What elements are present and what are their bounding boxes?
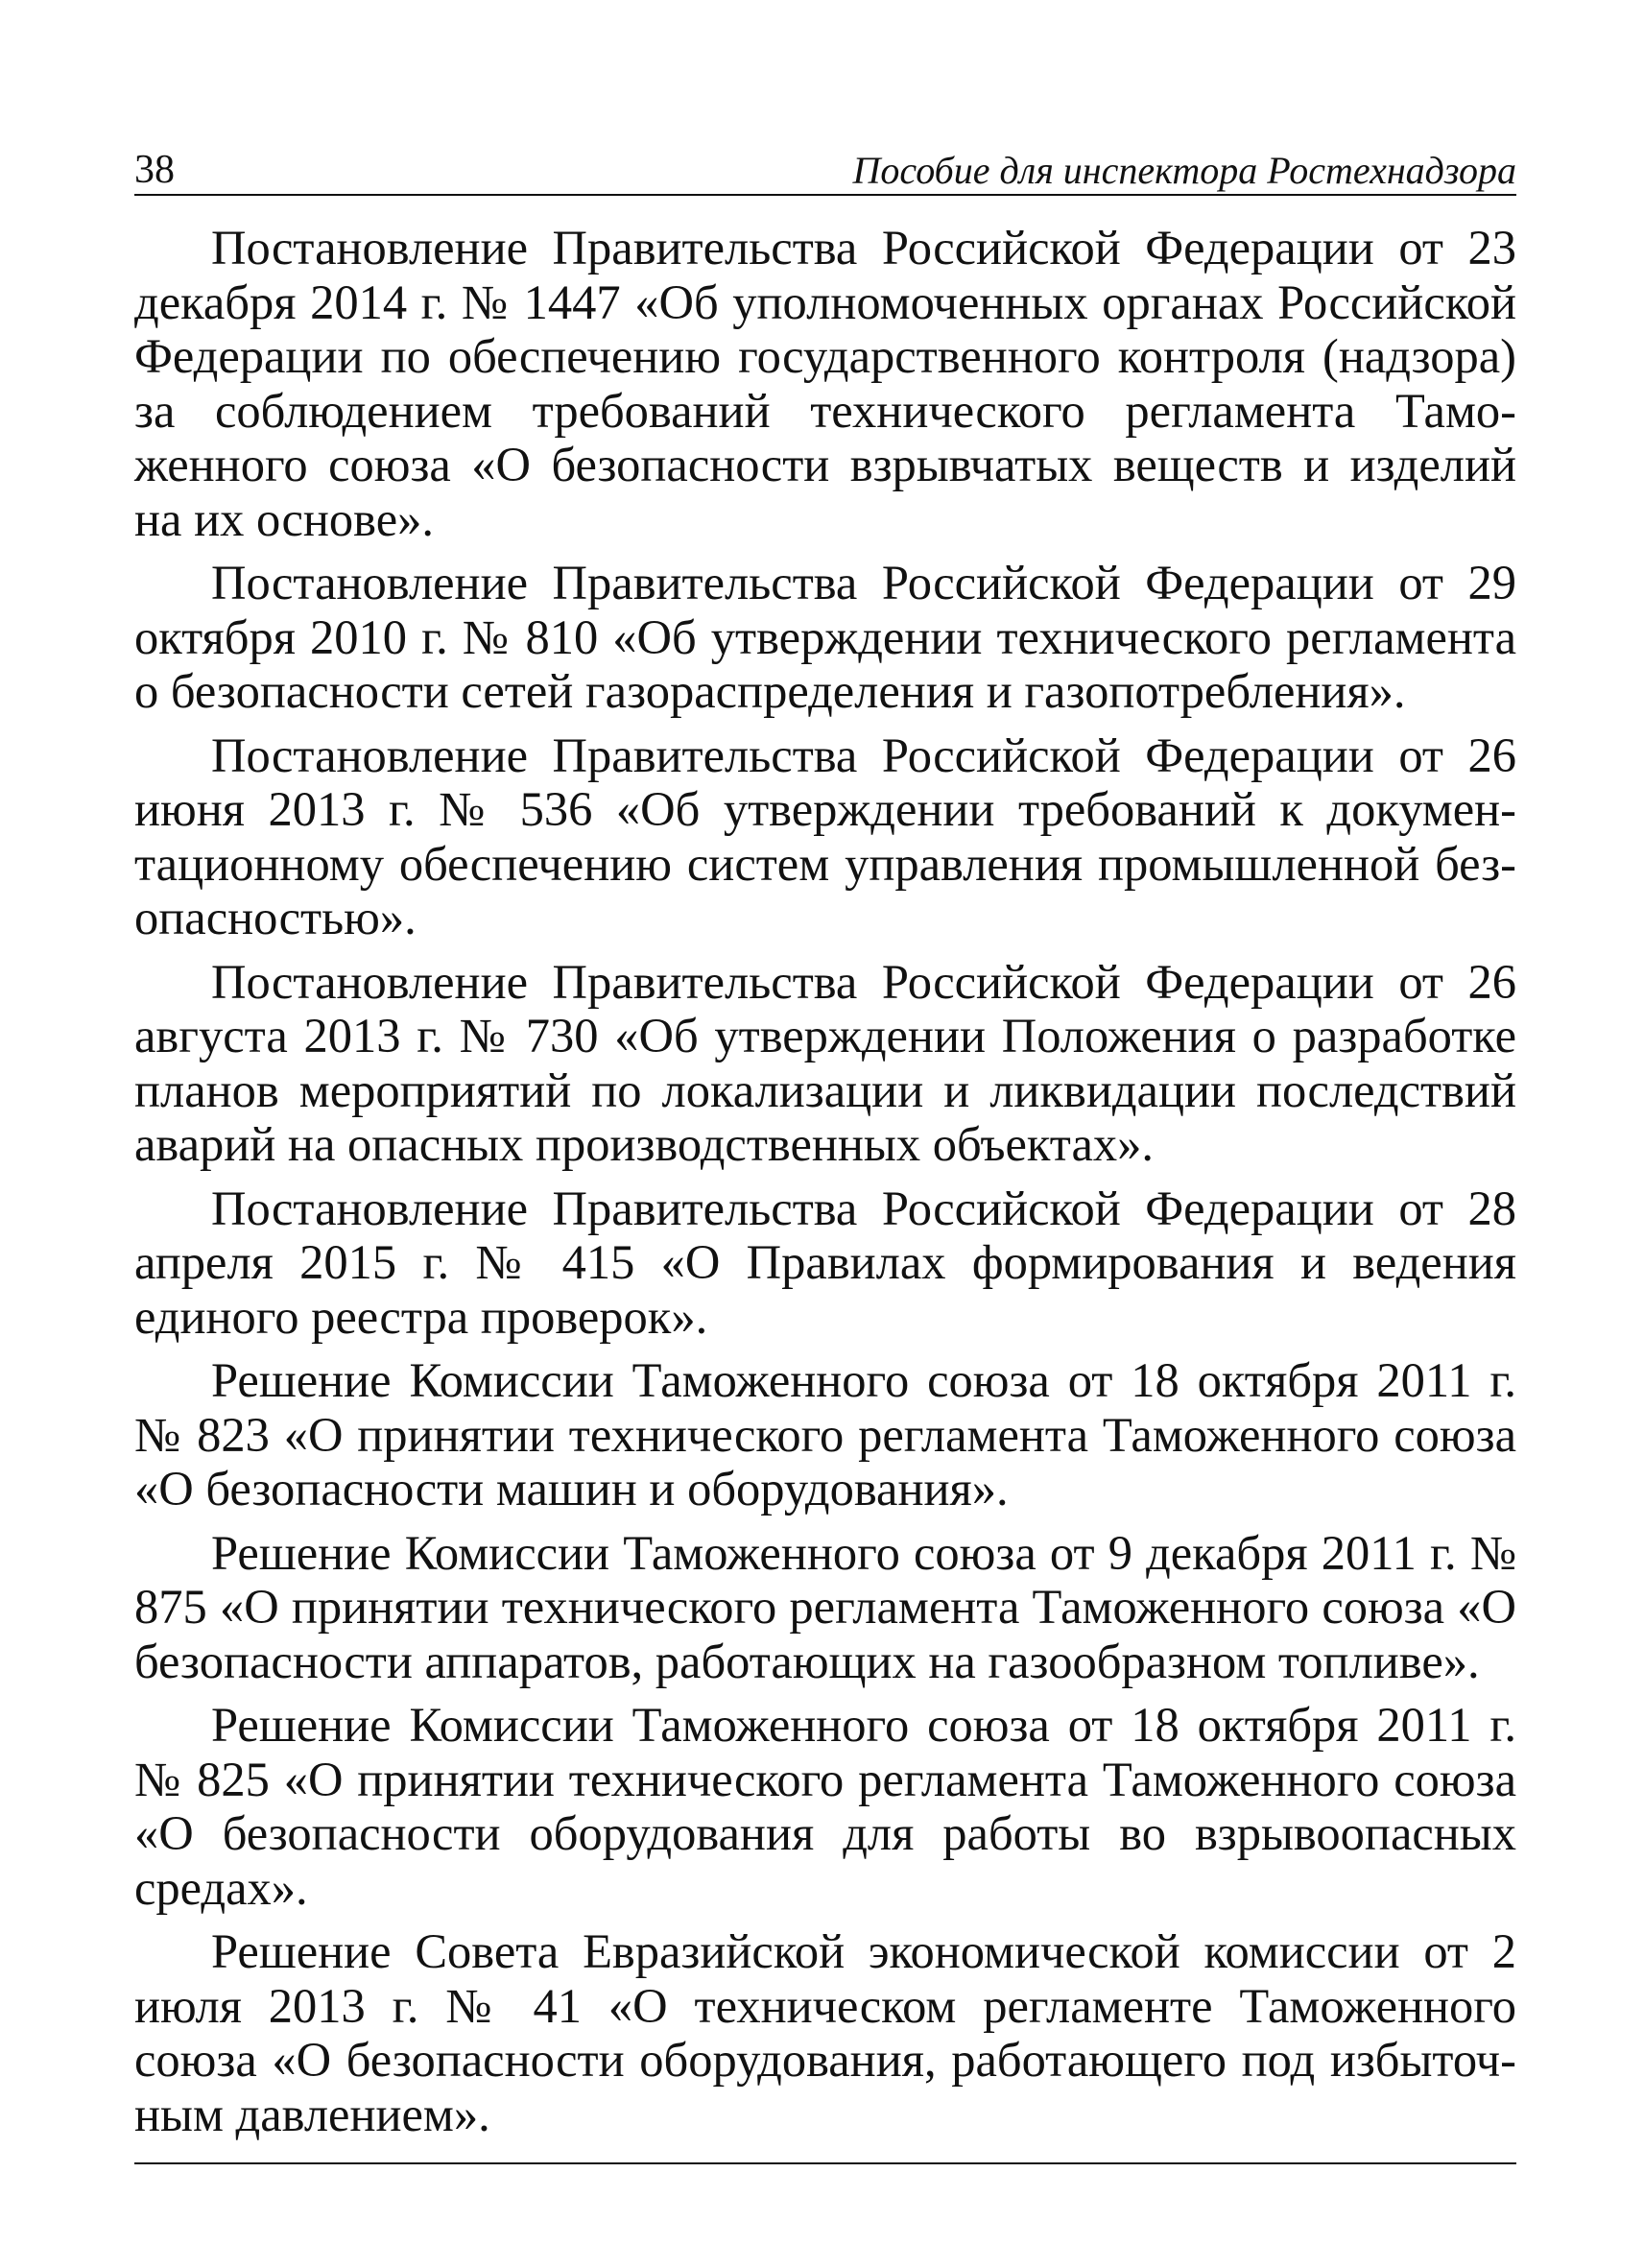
running-title: Пособие для инспектора Ростехнадзора — [852, 149, 1516, 192]
paragraph: Постановление Правительства Российской Федерации от 23 декабря 2014 г. № 1447 «Об уполномоченных органах Российской Федерации по обеспечению государственного контроля (надзора) за соблюдением требований технического регламента Таможенного союза «О безопасности взрывчатых веществ и изделий на их основе». — [134, 221, 1516, 546]
paragraph: Решение Совета Евразийской экономической комиссии от 2 июля 2013 г. № 41 «О техническом регламенте Таможенного союза «О безопасности оборудования, работающего под избыточным давлением». — [134, 1924, 1516, 2141]
paragraph: Постановление Правительства Российской Федерации от 26 июня 2013 г. № 536 «Об утверждении требований к документационному обеспечению систем управления промышленной безопасностью». — [134, 728, 1516, 944]
page-number: 38 — [134, 148, 175, 192]
body-text — [134, 221, 1516, 2141]
paragraph: Постановление Правительства Российской Федерации от 29 октября 2010 г. № 810 «Об утверждении технического регламента о безопасности сетей газораспределения и газопотребления». — [134, 556, 1516, 718]
paragraph: Решение Комиссии Таможенного союза от 18 октября 2011 г. № 823 «О принятии технического регламента Таможенного союза «О безопасности машин и оборудования». — [134, 1353, 1516, 1516]
running-head — [134, 144, 1516, 196]
book-page — [134, 144, 1516, 2164]
bottom-rule — [134, 2162, 1516, 2164]
paragraph: Постановление Правительства Российской Федерации от 26 августа 2013 г. № 730 «Об утверждении Положения о разработке планов мероприятий по локализации и ликвидации последствий аварий на опасных производственных объектах». — [134, 954, 1516, 1171]
paragraph: Решение Комиссии Таможенного союза от 18 октября 2011 г. № 825 «О принятии технического регламента Таможенного союза «О безопасности оборудования для работы во взрывоопасных средах». — [134, 1698, 1516, 1915]
paragraph: Постановление Правительства Российской Федерации от 28 апреля 2015 г. № 415 «О Правилах формирования и ведения единого реестра проверок». — [134, 1181, 1516, 1344]
paragraph: Решение Комиссии Таможенного союза от 9 декабря 2011 г. № 875 «О принятии технического регламента Таможенного союза «О безопасности аппаратов, работающих на газообразном топливе». — [134, 1525, 1516, 1688]
